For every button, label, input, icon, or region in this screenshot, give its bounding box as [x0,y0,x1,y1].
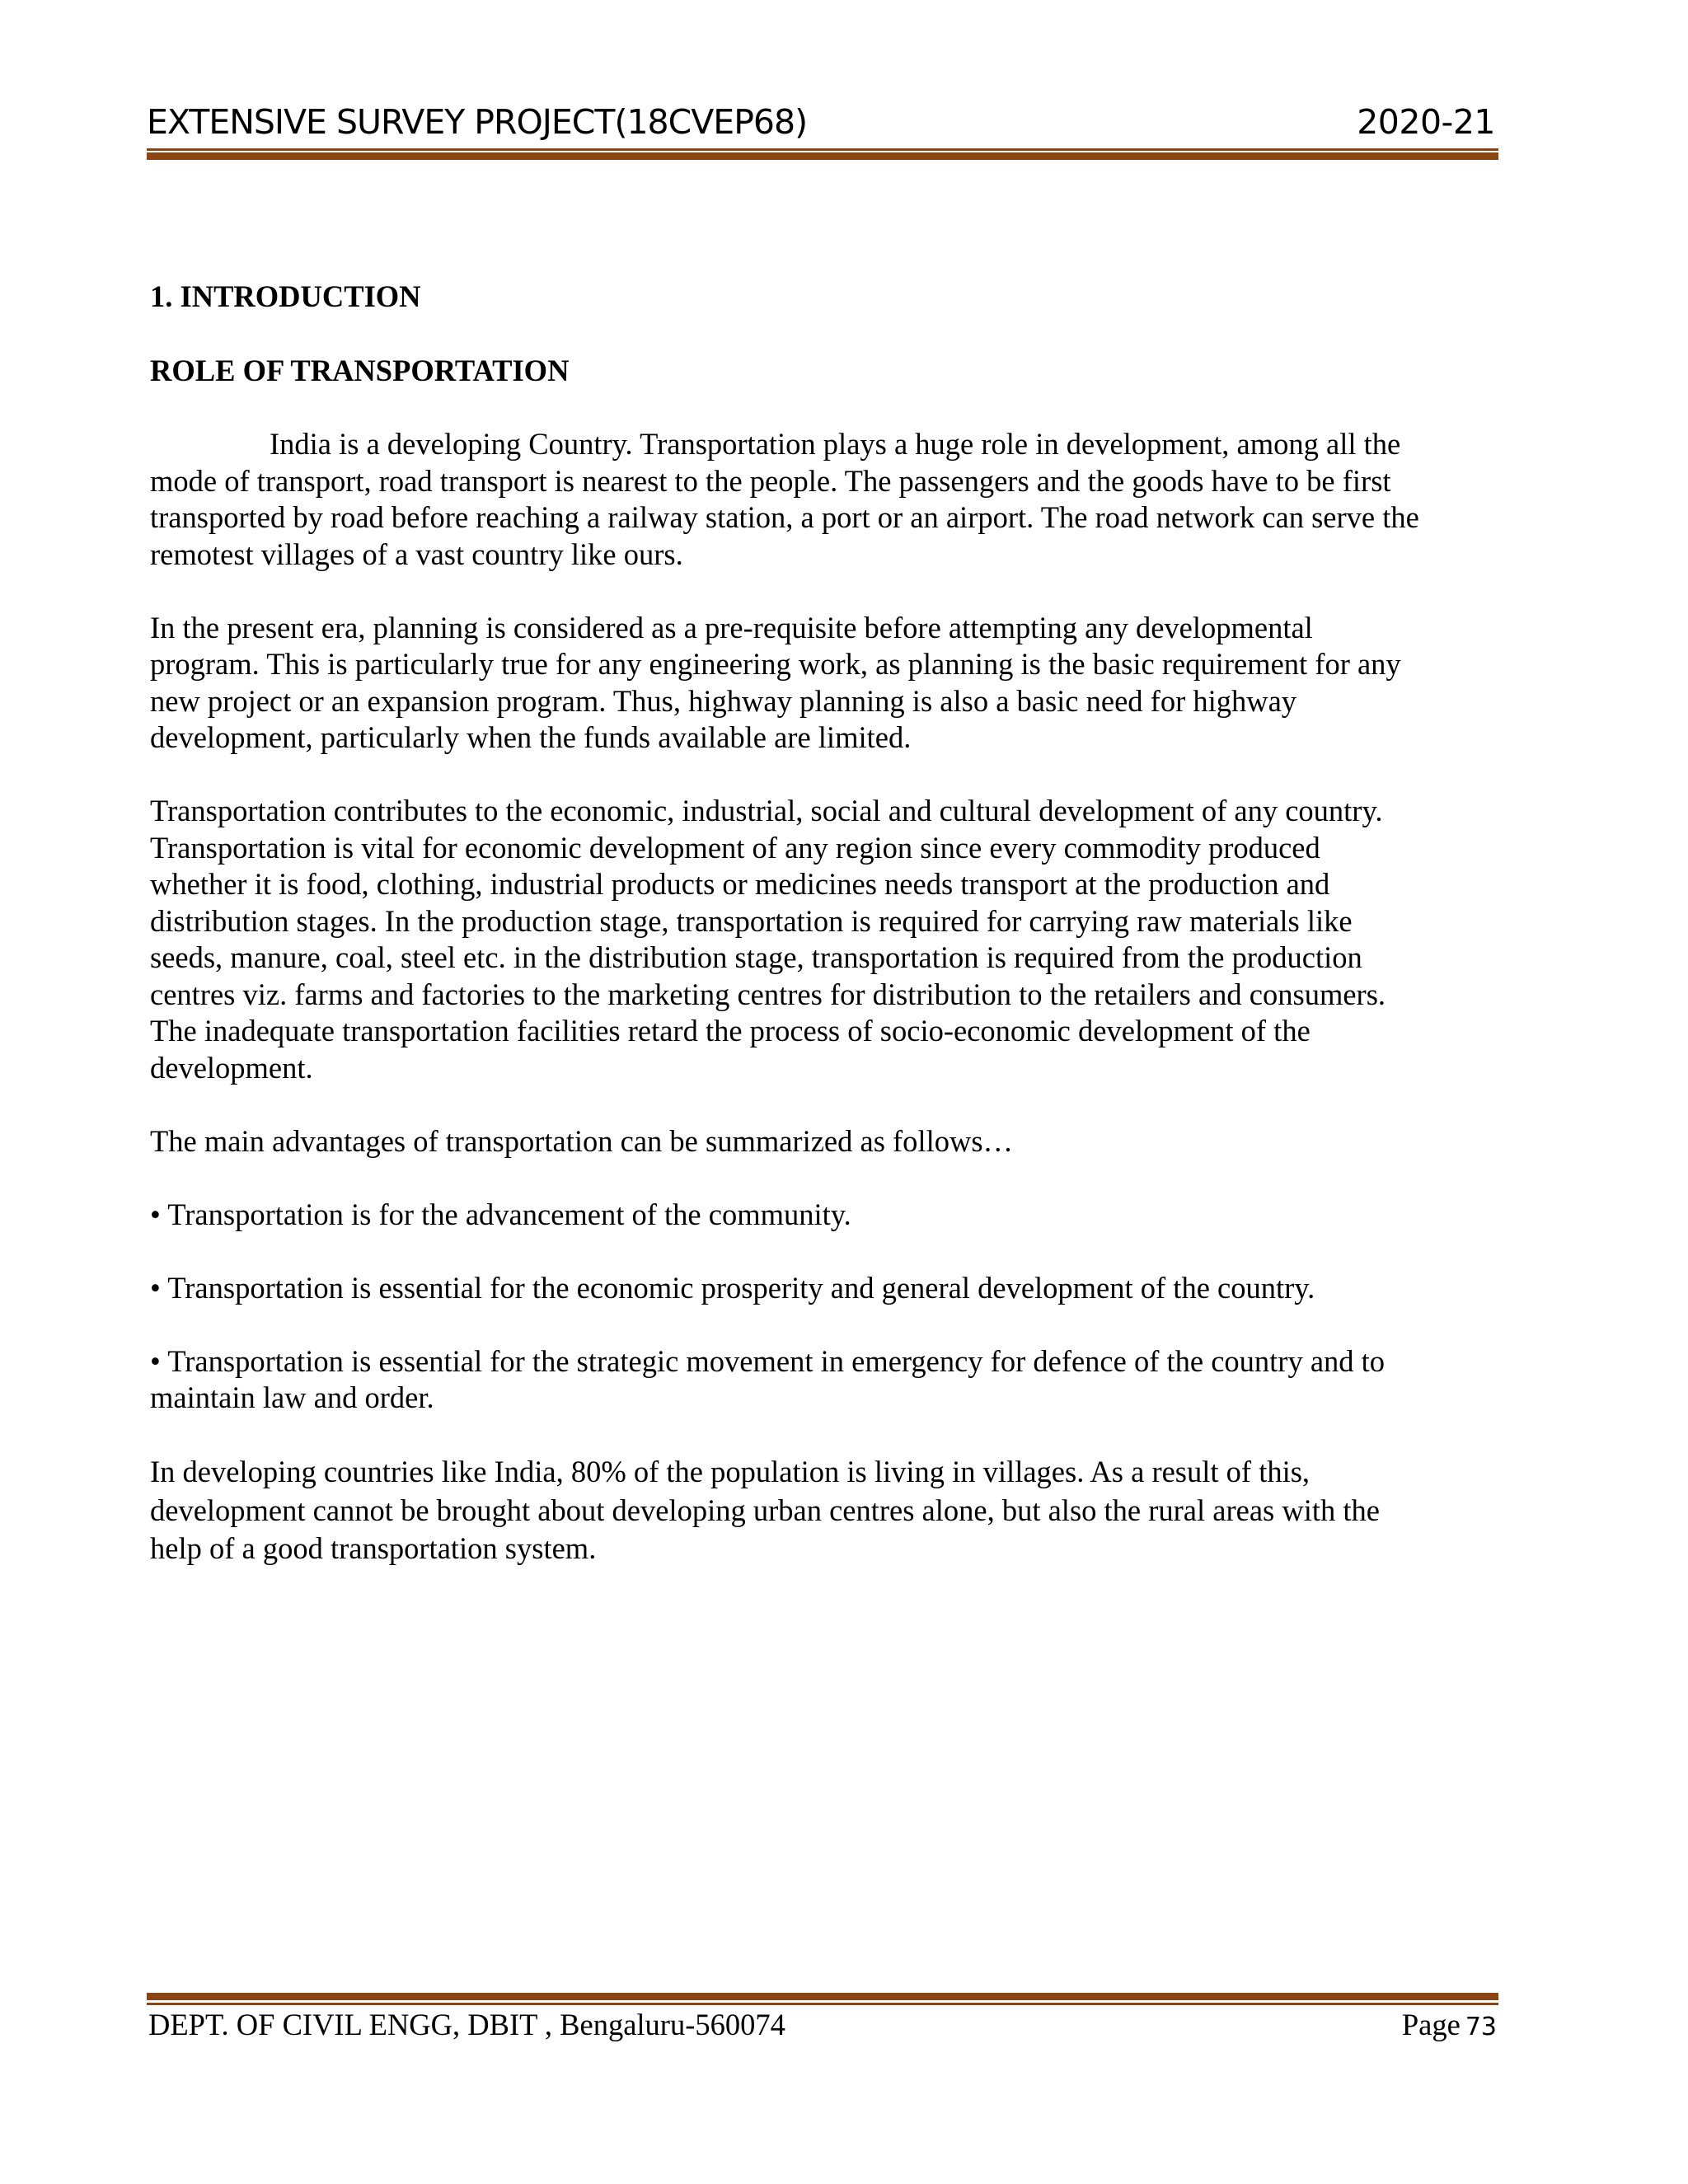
text-line: distribution stages. In the production stage, transportation is required for carrying raw materials like [150,903,1353,938]
footer-page-indicator [1402,2004,1497,2048]
bullet-item [150,1197,1502,1234]
sub-heading: ROLE OF TRANSPORTATION [150,353,570,387]
text-line: mode of transport, road transport is nearest to the people. The passengers and the goods have to be first [150,463,1391,498]
header-rule-thick [147,152,1498,160]
text-line: The inadequate transportation facilities retard the process of socio-economic development of the [150,1014,1311,1047]
text-line: The main advantages of transportation can be summarized as follows… [150,1123,1014,1158]
text-line: • Transportation is for the advancement of the community. [150,1197,851,1231]
text-line: • Transportation is essential for the strategic movement in emergency for defence of the country and to [150,1343,1386,1378]
text-line: Transportation contributes to the economic, industrial, social and cultural development of any country. [150,794,1383,827]
bullet-item [150,1270,1502,1307]
text-line: maintain law and order. [150,1380,434,1414]
text-line: India is a developing Country. Transportation plays a huge role in development, among all the [270,427,1401,461]
text-line: Transportation is vital for economic development of any region since every commodity produced [150,830,1320,865]
page-header [147,97,1495,147]
header-rule-thin [147,148,1498,151]
text-line: • Transportation is essential for the economic prosperity and general development of the country. [150,1270,1315,1305]
paragraph-developing-countries [150,1453,1502,1568]
bullet-item [150,1343,1502,1417]
footer-page-label: Page [1401,2008,1461,2041]
text-line: seeds, manure, coal, steel etc. in the distribution stage, transportation is required from the production [150,940,1362,974]
text-line: program. This is particularly true for any engineering work, as planning is the basic requirement for any [150,647,1401,681]
paragraph-planning [150,610,1502,757]
text-line: development cannot be brought about developing urban centres alone, but also the rural areas with the [150,1493,1380,1527]
footer-rule-thick [147,1993,1498,2000]
text-line: whether it is food, clothing, industrial products or medicines needs transport at the production and [150,867,1330,901]
page-footer [148,2004,1497,2046]
text-line: help of a good transportation system. [150,1531,597,1565]
paragraph-role-of-transport [150,426,1502,573]
text-line: new project or an expansion program. Thus, highway planning is also a basic need for highway [150,683,1297,718]
paragraph-contributions [150,793,1502,1086]
text-line: In the present era, planning is considered as a pre-requisite before attempting any developmental [150,610,1313,644]
footer-department: DEPT. OF CIVIL ENGG, DBIT , Bengaluru-560074 [148,2008,785,2041]
document-body [150,279,1502,1605]
header-title: EXTENSIVE SURVEY PROJECT(18CVEP68) [147,102,808,142]
text-line: remotest villages of a vast country like ours. [150,537,683,571]
text-line: development, particularly when the funds available are limited. [150,720,912,754]
header-year: 2020-21 [1357,102,1495,142]
text-line: development. [150,1050,313,1085]
text-line: In developing countries like India, 80% of the population is living in villages. As a result of this, [150,1455,1311,1488]
section-heading: 1. INTRODUCTION [150,279,421,313]
text-line: transported by road before reaching a railway station, a port or an airport. The road network can serve the [150,500,1419,534]
paragraph-advantages-intro [150,1123,1502,1160]
text-line: centres viz. farms and factories to the marketing centres for distribution to the retailers and consumers. [150,977,1386,1011]
footer-page-number: 73 [1465,2013,1497,2041]
